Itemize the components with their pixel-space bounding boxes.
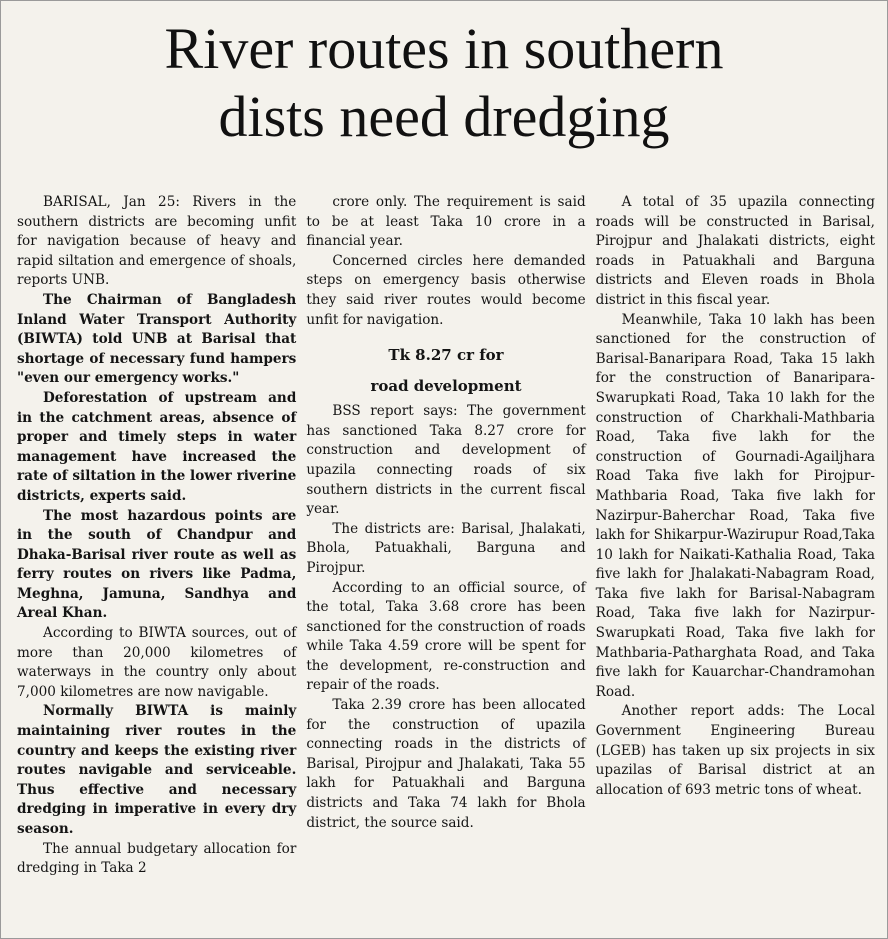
- headline-line-2: dists need dredging: [218, 84, 670, 149]
- paragraph: Concerned circles here demanded steps on emergency basis otherwise they said river routes would become unfit for navigation.: [306, 252, 586, 328]
- paragraph: Deforestation of upstream and in the catchment areas, absence of proper and timely steps in water management have increased the rate of siltation in the lower riverine districts, experts said.: [17, 389, 297, 504]
- paragraph: The most hazardous points are in the south of Chandpur and Dhaka-Barisal river route as well as ferry routes on rivers like Padma, Meghna, Jamuna, Sandhya and Areal Khan.: [17, 507, 297, 622]
- paragraph: BARISAL, Jan 25: Rivers in the southern districts are becoming unfit for navigation because of heavy and rapid siltation and emergence of shoals, reports UNB.: [17, 194, 297, 289]
- paragraph: BSS report says: The government has sanctioned Taka 8.27 crore for construction and development of upazila connecting roads of six southern districts in the current fiscal year.: [306, 403, 586, 518]
- column-3: [596, 193, 875, 879]
- paragraph: Taka 2.39 crore has been allocated for the construction of upazila connecting roads in the districts of Barisal, Pirojpur and Jhalakati, Taka 55 lakh for Patuakhali and Barguna districts and Taka 74 lakh for Bhola district, the source said.: [306, 697, 586, 831]
- subheading-line-2: road development: [370, 377, 522, 396]
- headline: [1, 1, 887, 151]
- paragraph: Normally BIWTA is mainly maintaining river routes in the country and keeps the existing river routes navigable and serviceable. Thus effective and necessary dredging in imperative in every dry season.: [17, 703, 297, 837]
- subheading-line-1: Tk 8.27 cr for: [388, 346, 504, 365]
- column-2: [306, 193, 585, 879]
- paragraph: A total of 35 upazila connecting roads will be constructed in Barisal, Pirojpur and Jhalakati districts, eight roads in Patuakhali and Barguna districts and Eleven roads in Bhola district in this fiscal year.: [595, 194, 875, 308]
- paragraph: According to BIWTA sources, out of more than 20,000 kilometres of waterways in the country only about 7,000 kilometres are now navigable.: [17, 625, 297, 700]
- paragraph: The annual budgetary allocation for dredging in Taka 2: [17, 840, 297, 877]
- subheading: [306, 344, 585, 398]
- paragraph: Meanwhile, Taka 10 lakh has been sanctioned for the construction of Barisal-Banaripara Road, Taka 15 lakh for the construction of Banaripara-Swarupkati Road, Taka 10 lakh for the construction of Charkhali-Mathbaria Road, Taka five lakh for the construction of Gournadi-Agailjhara Road Taka five lakh for Pirojpur-Mathbaria Road, Taka five lakh for Nazirpur-Baherchar Road, Taka five lakh for Shikarpur-Wazirupur Road,Taka 10 lakh for Naikati-Kathalia Road, Taka five lakh for Jhalakati-Nabagram Road, Taka five lakh for Barisal-Nabagram Road, Taka five lakh for Nazirpur- Swarupkati Road, Taka five lakh for Mathbaria-Patharghata Road, and Taka five lakh for Kauarchar-Chandramohan Road.: [595, 311, 875, 700]
- article-columns: [17, 193, 875, 879]
- paragraph: The districts are: Barisal, Jhalakati, Bhola, Patuakhali, Barguna and Pirojpur.: [306, 520, 586, 576]
- headline-line-1: River routes in southern: [164, 16, 724, 81]
- paragraph: Another report adds: The Local Government Engineering Bureau (LGEB) has taken up six projects in six upazilas of Barisal district at an allocation of 693 metric tons of wheat.: [595, 703, 875, 798]
- column-1: [17, 193, 296, 879]
- paragraph: crore only. The requirement is said to be at least Taka 10 crore in a financial year.: [306, 194, 586, 250]
- paragraph: According to an official source, of the total, Taka 3.68 crore has been sanctioned for the construction of roads while Taka 4.59 crore will be spent for the development, re-construction and repair of the roads.: [306, 579, 586, 694]
- paragraph: The Chairman of Bangladesh Inland Water Transport Authority (BIWTA) told UNB at Barisal that shortage of necessary fund hampers "even our emergency works.": [17, 291, 297, 387]
